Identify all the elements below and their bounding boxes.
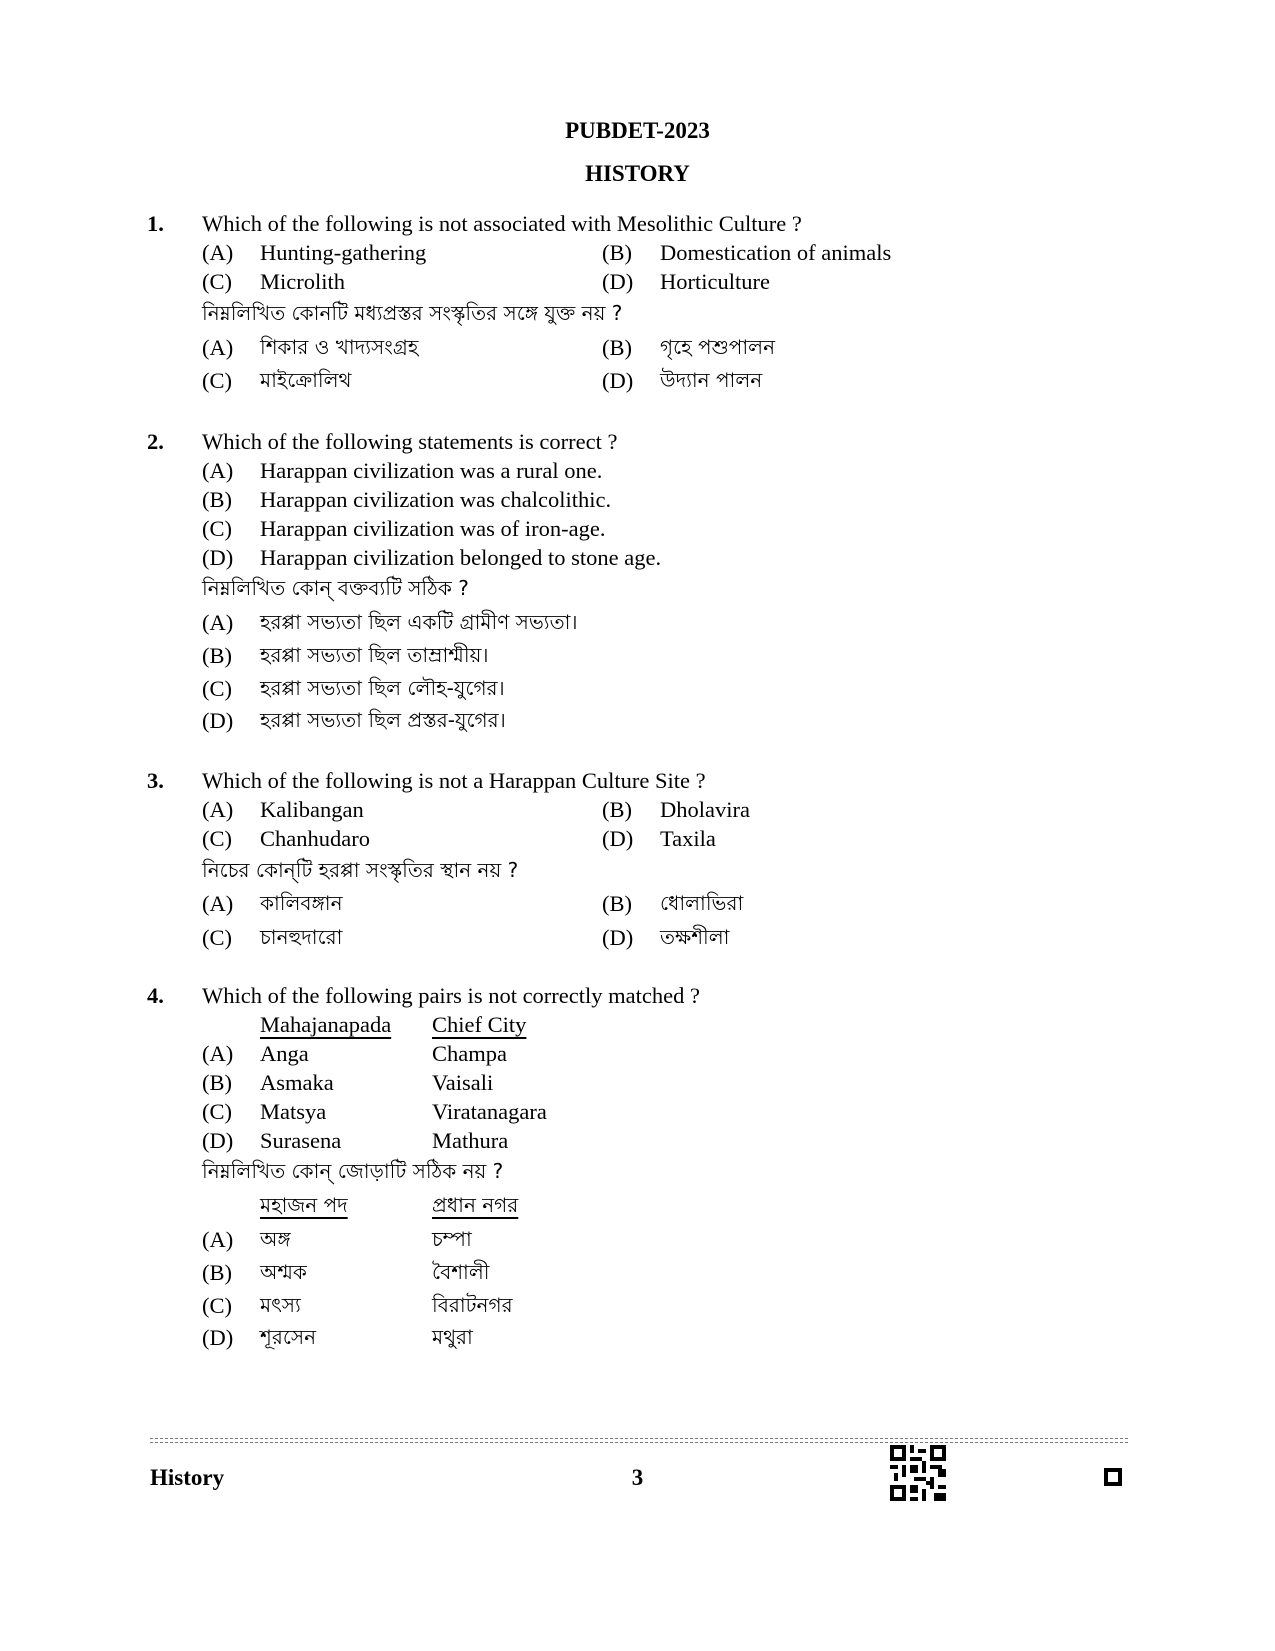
option-cell: Matsya (260, 1099, 327, 1124)
column-header-bn: প্রধান নগর (432, 1193, 519, 1217)
option-cell: Viratanagara (432, 1099, 547, 1124)
option-key: (B) (202, 1260, 232, 1285)
option-key: (C) (202, 269, 232, 294)
question-text-en: Which of the following is not associated with Mesolithic Culture ? (202, 211, 802, 236)
option-cell-bn: মথুরা (432, 1325, 473, 1349)
option-text: Harappan civilization was chalcolithic. (260, 487, 612, 512)
option-text: Domestication of animals (660, 240, 892, 265)
question-number: 3. (147, 768, 164, 793)
option-key: (C) (202, 1099, 232, 1124)
option-cell: Surasena (260, 1128, 342, 1153)
question-text-bn: নিম্নলিখিত কোনটি মধ্যপ্রস্তর সংস্কৃতির সঙ্গে যুক্ত নয় ? (202, 301, 623, 325)
option-text: Hunting-gathering (260, 240, 427, 265)
column-header: Chief City (432, 1012, 527, 1037)
option-text-bn: গৃহে পশুপালন (660, 335, 776, 359)
option-cell: Mathura (432, 1128, 509, 1153)
option-key: (D) (202, 545, 234, 570)
option-cell: Asmaka (260, 1070, 334, 1095)
option-key: (D) (202, 1128, 234, 1153)
option-text: Harappan civilization belonged to stone age. (260, 545, 662, 570)
option-text: Chanhudaro (260, 826, 370, 851)
option-text: Taxila (660, 826, 716, 851)
option-key: (B) (202, 487, 232, 512)
option-text: Harappan civilization was a rural one. (260, 458, 603, 483)
question-text-en: Which of the following is not a Harappan Culture Site ? (202, 768, 706, 793)
question-number: 2. (147, 429, 164, 454)
footer-divider (150, 1438, 1128, 1443)
exam-code: PUBDET-2023 (565, 118, 710, 143)
option-key: (B) (602, 891, 632, 916)
question-text-en: Which of the following pairs is not correctly matched ? (202, 983, 700, 1008)
option-cell-bn: অঙ্গ (260, 1227, 291, 1251)
option-text-bn: শিকার ও খাদ্যসংগ্রহ (260, 335, 419, 359)
square-marker-icon (1104, 1468, 1122, 1486)
option-key: (C) (202, 826, 232, 851)
question-number: 4. (147, 983, 164, 1008)
option-key: (C) (202, 1293, 232, 1318)
option-key: (D) (602, 269, 634, 294)
option-text: Horticulture (660, 269, 770, 294)
option-text-bn: হরপ্পা সভ্যতা ছিল একটি গ্রামীণ সভ্যতা। (260, 610, 578, 634)
option-text: Kalibangan (260, 797, 364, 822)
question-text-en: Which of the following statements is correct ? (202, 429, 618, 454)
option-key: (A) (202, 891, 234, 916)
option-cell-bn: শূরসেন (260, 1325, 317, 1349)
option-key: (A) (202, 797, 234, 822)
option-key: (A) (202, 240, 234, 265)
question-number: 1. (147, 211, 164, 236)
option-key: (C) (202, 925, 232, 950)
option-key: (D) (602, 925, 634, 950)
option-text-bn: হরপ্পা সভ্যতা ছিল লৌহ-যুগের। (260, 676, 505, 700)
option-text: Harappan civilization was of iron-age. (260, 516, 606, 541)
column-header-bn: মহাজন পদ (260, 1193, 348, 1217)
option-cell: Anga (260, 1041, 309, 1066)
qr-code-icon (890, 1445, 946, 1501)
question-text-bn: নিচের কোন্‌টি হরপ্পা সংস্কৃতির স্থান নয় ? (202, 858, 519, 882)
option-key: (C) (202, 516, 232, 541)
page-number: 3 (631, 1465, 644, 1490)
option-key: (B) (602, 240, 632, 265)
option-cell-bn: মৎস্য (260, 1293, 301, 1317)
option-text-bn: হরপ্পা সভ্যতা ছিল তাম্রাশ্মীয়। (260, 643, 489, 667)
option-key: (B) (602, 797, 632, 822)
option-cell: Vaisali (432, 1070, 494, 1095)
option-cell-bn: বৈশালী (432, 1260, 490, 1284)
footer-subject: History (150, 1465, 225, 1490)
option-cell-bn: অশ্মক (260, 1260, 307, 1284)
option-text-bn: উদ্যান পালন (660, 368, 763, 392)
subject-title: HISTORY (585, 161, 690, 186)
option-key: (D) (202, 708, 234, 733)
option-key: (D) (202, 1325, 234, 1350)
option-key: (B) (202, 643, 232, 668)
option-key: (C) (202, 368, 232, 393)
question-text-bn: নিম্নলিখিত কোন্ বক্তব্যটি সঠিক ? (202, 576, 469, 600)
column-header: Mahajanapada (260, 1012, 392, 1037)
option-text: Dholavira (660, 797, 750, 822)
option-key: (A) (202, 335, 234, 360)
option-key: (C) (202, 676, 232, 701)
option-key: (A) (202, 1041, 234, 1066)
option-cell: Champa (432, 1041, 507, 1066)
question-text-bn: নিম্নলিখিত কোন্ জোড়াটি সঠিক নয় ? (202, 1159, 504, 1183)
option-text-bn: মাইক্রোলিথ (260, 368, 352, 392)
option-text: Microlith (260, 269, 345, 294)
option-key: (A) (202, 458, 234, 483)
option-key: (D) (602, 368, 634, 393)
option-cell-bn: বিরাটনগর (432, 1293, 513, 1317)
option-text-bn: তক্ষশীলা (660, 925, 730, 949)
option-cell-bn: চম্পা (432, 1227, 472, 1251)
option-text-bn: চানহুদারো (260, 925, 343, 949)
option-key: (A) (202, 610, 234, 635)
option-key: (B) (602, 335, 632, 360)
option-text-bn: হরপ্পা সভ্যতা ছিল প্রস্তর-যুগের। (260, 708, 506, 732)
option-key: (A) (202, 1227, 234, 1252)
option-key: (D) (602, 826, 634, 851)
option-text-bn: কালিবঙ্গান (260, 891, 343, 915)
option-text-bn: ধোলাভিরা (660, 891, 744, 915)
option-key: (B) (202, 1070, 232, 1095)
